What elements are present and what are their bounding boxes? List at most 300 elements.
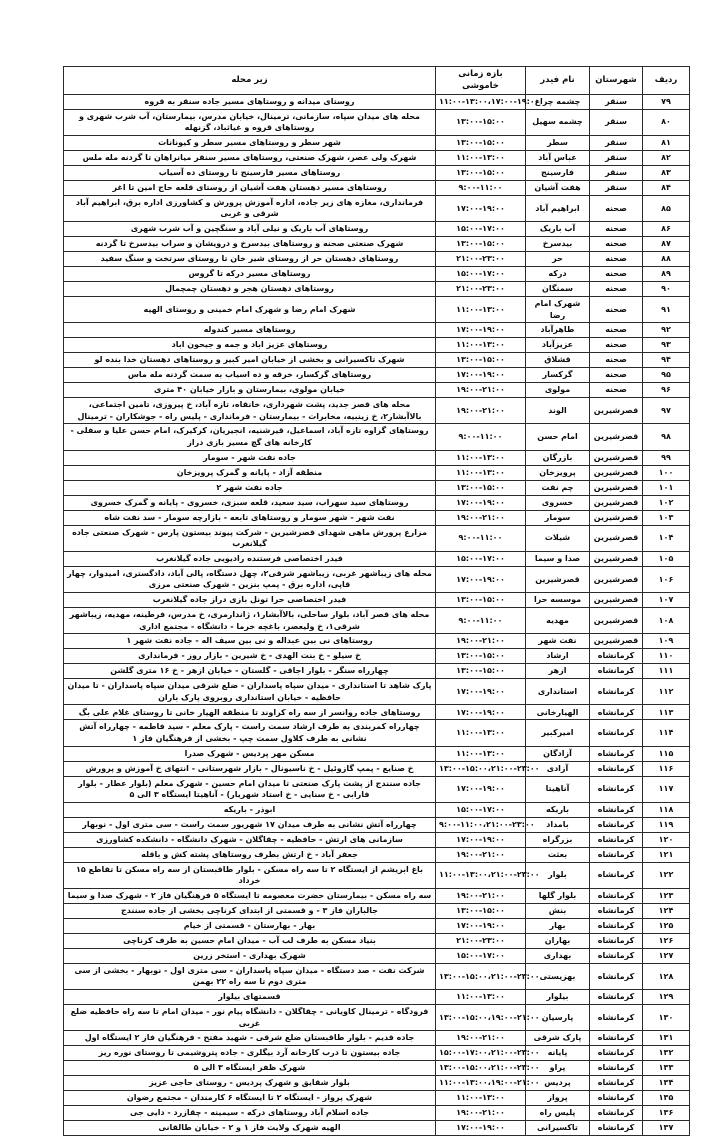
row-number-cell: ۱۱۶	[643, 761, 690, 776]
county-cell: قصرشیرین	[590, 607, 643, 633]
table-row	[64, 566, 690, 592]
county-cell: کرمانشاه	[590, 1076, 643, 1091]
time-cell: ۱۷:۰۰-۱۹:۰۰	[436, 195, 526, 221]
time-cell: ۱۱:۰۰-۱۳:۰۰	[436, 338, 526, 353]
time-cell: ۱۱:۰۰-۱۳:۰۰	[436, 465, 526, 480]
time-cell: ۱۵:۰۰-۱۷:۰۰	[436, 267, 526, 282]
feeder-cell: چم نفت	[526, 480, 590, 495]
time-cell: ۱۳:۰۰-۱۵:۰۰	[436, 135, 526, 150]
sub-area-cell: چهارراه سنگر - بلوار اجاقی - گلستان - خیابان ازهر - خ ۱۶ متری گلشن	[64, 664, 436, 679]
time-cell: ۱۱:۰۰-۱۳:۰۰	[436, 1091, 526, 1106]
county-cell: کرمانشاه	[590, 776, 643, 802]
outage-schedule-table	[63, 66, 690, 1136]
row-number-cell: ۸۳	[643, 165, 690, 180]
table-row	[64, 664, 690, 679]
row-number-cell: ۱۱۵	[643, 746, 690, 761]
table-row	[64, 297, 690, 323]
header-row-number: ردیف	[643, 67, 690, 95]
county-cell: کرمانشاه	[590, 933, 643, 948]
table-row	[64, 237, 690, 252]
sub-area-cell: مزارع پرورش ماهی شهدای قصرشیرین - شرکت پیوند بیستون پارس - شهرک صنعتی جاده گیلانغرب	[64, 525, 436, 551]
row-number-cell: ۱۲۳	[643, 888, 690, 903]
county-cell: کرمانشاه	[590, 649, 643, 664]
row-number-cell: ۱۱۴	[643, 720, 690, 746]
table-row	[64, 1121, 690, 1136]
feeder-cell: مولوی	[526, 383, 590, 398]
feeder-cell: خسروی	[526, 495, 590, 510]
sub-area-cell: شرکت نفت - صد دستگاه - میدان سپاه پاسداران - سی متری اول - نوبهار - بخشی از سی متری دوم تا سه راه ۲۲ بهمن	[64, 963, 436, 989]
time-cell: ۱۱:۰۰-۱۳:۰۰	[436, 450, 526, 465]
feeder-cell: شیلات	[526, 525, 590, 551]
table-row	[64, 888, 690, 903]
time-cell: ۱۳:۰۰-۱۵:۰۰،۲۱:۰۰-۲۳:۰۰	[436, 963, 526, 989]
sub-area-cell: شهرک صنعتی صحنه و روستاهای بیدسرخ و درویشان و سراب بیدسرخ تا گردنه	[64, 237, 436, 252]
table-row	[64, 525, 690, 551]
time-cell: ۱۱:۰۰-۱۳:۰۰،۱۹:۰۰-۲۱:۰۰	[436, 1076, 526, 1091]
row-number-cell: ۸۹	[643, 267, 690, 282]
time-cell: ۱۳:۰۰-۱۵:۰۰	[436, 649, 526, 664]
feeder-cell: پارک شرقی	[526, 1031, 590, 1046]
sub-area-cell: محله های زیباشهر غربی، زیباشهر شرقی۲، چهل دستگاه، پالی آباد، دادگستری، امیدوار، چهار قاپی، اداره برق - پمپ بنزین - شهرک صنعتی مرزی	[64, 566, 436, 592]
row-number-cell: ۱۲۱	[643, 847, 690, 862]
table-row	[64, 252, 690, 267]
time-cell: ۱۳:۰۰-۱۵:۰۰	[436, 664, 526, 679]
time-cell: ۱۳:۰۰-۱۵:۰۰	[436, 109, 526, 135]
feeder-cell: آزادی	[526, 761, 590, 776]
table-row	[64, 1076, 690, 1091]
time-cell: ۱۳:۰۰-۱۵:۰۰	[436, 480, 526, 495]
time-cell: ۹:۰۰-۱۱:۰۰،۲۱:۰۰-۲۳:۰۰	[436, 817, 526, 832]
row-number-cell: ۹۱	[643, 297, 690, 323]
county-cell: صحنه	[590, 195, 643, 221]
time-cell: ۱۳:۰۰-۱۵:۰۰	[436, 903, 526, 918]
county-cell: صحنه	[590, 252, 643, 267]
time-cell: ۱۵:۰۰-۱۷:۰۰	[436, 948, 526, 963]
county-cell: کرمانشاه	[590, 1091, 643, 1106]
row-number-cell: ۱۱۰	[643, 649, 690, 664]
sub-area-cell: چهارراه آتش نشانی به طرف میدان ۱۷ شهریور سمت راست - سی متری اول - نوبهار	[64, 817, 436, 832]
county-cell: صحنه	[590, 282, 643, 297]
feeder-cell: باریکه	[526, 802, 590, 817]
table-row	[64, 679, 690, 705]
feeder-cell: بنش	[526, 903, 590, 918]
time-cell: ۱۳:۰۰-۱۵:۰۰،۲۱:۰۰-۲۳:۰۰	[436, 1061, 526, 1076]
time-cell: ۱۱:۰۰-۱۳:۰۰	[436, 150, 526, 165]
county-cell: کرمانشاه	[590, 1106, 643, 1121]
time-cell: ۱۷:۰۰-۱۹:۰۰	[436, 1121, 526, 1136]
time-cell: ۱۳:۰۰-۱۵:۰۰	[436, 353, 526, 368]
feeder-cell: قصرشیرین	[526, 566, 590, 592]
feeder-cell: سمنگان	[526, 282, 590, 297]
sub-area-cell: ابوذر - باریکه	[64, 802, 436, 817]
row-number-cell: ۱۰۷	[643, 592, 690, 607]
table-row	[64, 180, 690, 195]
sub-area-cell: روستاهای گراوه تازه آباد، اسماعیل، قیرشنیه، انجیریان، کرکیرک، امام حسن علیا و سفلی - کارخانه های گچ مسیر بازی دراز	[64, 424, 436, 450]
sub-area-cell: شهرک ظفر ایستگاه ۳ الی ۵	[64, 1061, 436, 1076]
county-cell: صحنه	[590, 237, 643, 252]
sub-area-cell: روستاهای مسیر کندوله	[64, 323, 436, 338]
county-cell: کرمانشاه	[590, 746, 643, 761]
time-cell: ۱۱:۰۰-۱۳:۰۰	[436, 720, 526, 746]
county-cell: صحنه	[590, 323, 643, 338]
county-cell: کرمانشاه	[590, 1046, 643, 1061]
sub-area-cell: جعفر آباد - خ ارتش بطرف روستاهای پشته کش و باقله	[64, 847, 436, 862]
county-cell: کرمانشاه	[590, 761, 643, 776]
sub-area-cell: بهار - بهارستان - قسمتی از خیام	[64, 918, 436, 933]
table-row	[64, 267, 690, 282]
county-cell: سنقر	[590, 109, 643, 135]
table-row	[64, 109, 690, 135]
time-cell: ۱۷:۰۰-۱۹:۰۰	[436, 679, 526, 705]
feeder-cell: بهاران	[526, 933, 590, 948]
time-cell: ۱۷:۰۰-۱۹:۰۰	[436, 832, 526, 847]
sub-area-cell: روستاهای نی بین عبداله و نی بین سیف اله - جاده نفت شهر ۱	[64, 634, 436, 649]
feeder-cell: آناهیتا	[526, 776, 590, 802]
table-row	[64, 195, 690, 221]
row-number-cell: ۹۴	[643, 353, 690, 368]
sub-area-cell: بلوار شقایق و شهرک پردیس - روستای حاجی عزیز	[64, 1076, 436, 1091]
row-number-cell: ۱۳۷	[643, 1121, 690, 1136]
table-row	[64, 1046, 690, 1061]
feeder-cell: درکه	[526, 267, 590, 282]
table-row	[64, 746, 690, 761]
table-row	[64, 338, 690, 353]
table-row	[64, 495, 690, 510]
table-row	[64, 862, 690, 888]
row-number-cell: ۱۱۱	[643, 664, 690, 679]
row-number-cell: ۹۹	[643, 450, 690, 465]
time-cell: ۱۱:۰۰-۱۳:۰۰،۲۱:۰۰-۲۳:۰۰	[436, 862, 526, 888]
row-number-cell: ۸۷	[643, 237, 690, 252]
table-row	[64, 510, 690, 525]
county-cell: قصرشیرین	[590, 525, 643, 551]
feeder-cell: چشمه چراغ	[526, 94, 590, 109]
time-cell: ۹:۰۰-۱۱:۰۰	[436, 607, 526, 633]
row-number-cell: ۱۰۵	[643, 551, 690, 566]
row-number-cell: ۱۱۲	[643, 679, 690, 705]
feeder-cell: طاهرآباد	[526, 323, 590, 338]
table-row	[64, 933, 690, 948]
county-cell: کرمانشاه	[590, 847, 643, 862]
county-cell: کرمانشاه	[590, 802, 643, 817]
county-cell: قصرشیرین	[590, 480, 643, 495]
row-number-cell: ۱۲۲	[643, 862, 690, 888]
time-cell: ۱۱:۰۰-۱۳:۰۰،۱۷:۰۰-۱۹:۰۰	[436, 94, 526, 109]
sub-area-cell: روستاهای مسیر درکه تا گروس	[64, 267, 436, 282]
feeder-cell: بازرگان	[526, 450, 590, 465]
table-row	[64, 948, 690, 963]
time-cell: ۱۱:۰۰-۱۳:۰۰	[436, 746, 526, 761]
feeder-cell: پارسیان	[526, 1005, 590, 1031]
sub-area-cell: فیدر اختصاصی حرا تونل بازی دراز جاده گیلانغرب	[64, 592, 436, 607]
county-cell: قصرشیرین	[590, 551, 643, 566]
feeder-cell: سومار	[526, 510, 590, 525]
feeder-cell: بلوار گلها	[526, 888, 590, 903]
sub-area-cell: الهیه شهرک ولایت فاز ۱ و ۲ - خیابان طالقانی	[64, 1121, 436, 1136]
county-cell: کرمانشاه	[590, 918, 643, 933]
sub-area-cell: سازمانی های ارتش - حافظیه - چقاگلان - شهرک دانشگاه - دانشکده کشاورزی	[64, 832, 436, 847]
county-cell: قصرشیرین	[590, 398, 643, 424]
time-cell: ۱۷:۰۰-۱۹:۰۰	[436, 323, 526, 338]
time-cell: ۱۵:۰۰-۱۷:۰۰	[436, 222, 526, 237]
feeder-cell: ابراهیم آباد	[526, 195, 590, 221]
county-cell: قصرشیرین	[590, 634, 643, 649]
header-row	[64, 67, 690, 95]
sub-area-cell: جالباران فاز ۳ - و قسمتی از ابتدای کرناچی بخشی از جاده سنندج	[64, 903, 436, 918]
header-sub-area: زیر محله	[64, 67, 436, 95]
county-cell: کرمانشاه	[590, 832, 643, 847]
sub-area-cell: محله های میدان سپاه، سازمانی، ترمینال، خیابان مدرس، بیمارستان، آب شرب شهری و روستاهای قروه و غیاثباد، گزنهله	[64, 109, 436, 135]
row-number-cell: ۱۲۶	[643, 933, 690, 948]
county-cell: کرمانشاه	[590, 888, 643, 903]
table-row	[64, 135, 690, 150]
row-number-cell: ۱۲۵	[643, 918, 690, 933]
feeder-cell: امام حسن	[526, 424, 590, 450]
table-row	[64, 150, 690, 165]
table-row	[64, 222, 690, 237]
table-row	[64, 353, 690, 368]
feeder-cell: بهداری	[526, 948, 590, 963]
time-cell: ۱۹:۰۰-۲۱:۰۰	[436, 383, 526, 398]
feeder-cell: امیرکبیر	[526, 720, 590, 746]
feeder-cell: بلوار	[526, 862, 590, 888]
table-row	[64, 761, 690, 776]
time-cell: ۱۷:۰۰-۱۹:۰۰	[436, 918, 526, 933]
sub-area-cell: فرمانداری، مغازه های زیر جاده، اداره آموزش پرورش و کشاورزی اداره برق، ابراهیم آباد شرقی و غربی	[64, 195, 436, 221]
document-page	[63, 66, 690, 1136]
sub-area-cell: سه راه مسکن - بیمارستان حضرت معصومه تا ایستگاه ۵ فرهنگیان فاز ۲ - شهرک صدا و سیما	[64, 888, 436, 903]
feeder-cell: الوند	[526, 398, 590, 424]
sub-area-cell: باغ ابریشم از ایستگاه ۲ تا سه راه مسکن - بلوار طاقبستان از سه راه مسکن تا تقاطع ۱۵ خرداد	[64, 862, 436, 888]
time-cell: ۱۷:۰۰-۱۹:۰۰	[436, 776, 526, 802]
table-row	[64, 776, 690, 802]
row-number-cell: ۸۰	[643, 109, 690, 135]
row-number-cell: ۹۲	[643, 323, 690, 338]
time-cell: ۲۱:۰۰-۲۳:۰۰	[436, 933, 526, 948]
county-cell: قصرشیرین	[590, 566, 643, 592]
time-cell: ۱۹:۰۰-۲۱:۰۰	[436, 510, 526, 525]
feeder-cell: عباس آباد	[526, 150, 590, 165]
feeder-cell: شهرک امام رضا	[526, 297, 590, 323]
sub-area-cell: فیدر اختصاصی فرستنده رادیویی جاده گیلانغرب	[64, 551, 436, 566]
row-number-cell: ۱۱۹	[643, 817, 690, 832]
county-cell: کرمانشاه	[590, 948, 643, 963]
row-number-cell: ۱۱۷	[643, 776, 690, 802]
feeder-cell: گرکسار	[526, 368, 590, 383]
table-row	[64, 383, 690, 398]
sub-area-cell: خ سیلو - خ بنت الهدی - خ شیرین - بازار روز - فرمانداری	[64, 649, 436, 664]
county-cell: قصرشیرین	[590, 510, 643, 525]
table-row	[64, 592, 690, 607]
sub-area-cell: جاده بیستون تا درب کارخانه آرد بیگلری - جاده پتروشیمی تا روستای نوره ریز	[64, 1046, 436, 1061]
row-number-cell: ۸۱	[643, 135, 690, 150]
feeder-cell: چشمه سهیل	[526, 109, 590, 135]
row-number-cell: ۱۱۸	[643, 802, 690, 817]
feeder-cell: بهار	[526, 918, 590, 933]
feeder-cell: الهیارخانی	[526, 705, 590, 720]
county-cell: کرمانشاه	[590, 664, 643, 679]
time-cell: ۱۹:۰۰-۲۱:۰۰	[436, 1031, 526, 1046]
row-number-cell: ۱۳۴	[643, 1076, 690, 1091]
row-number-cell: ۱۳۵	[643, 1091, 690, 1106]
county-cell: کرمانشاه	[590, 1061, 643, 1076]
sub-area-cell: جاده قدیم - بلوار طاقبستان ضلع شرقی - شهید مفتح - فرهنگیان فاز ۲ ایستگاه اول	[64, 1031, 436, 1046]
county-cell: کرمانشاه	[590, 1121, 643, 1136]
sub-area-cell: شهرک بهداری - استخر زرین	[64, 948, 436, 963]
county-cell: کرمانشاه	[590, 817, 643, 832]
sub-area-cell: روستاهای جاده روانسر از سه راه کراوند تا منطقه الهیار خانی تا روستای غلام علی بگ	[64, 705, 436, 720]
table-row	[64, 282, 690, 297]
table-row	[64, 368, 690, 383]
row-number-cell: ۱۱۳	[643, 705, 690, 720]
time-cell: ۱۹:۰۰-۲۱:۰۰	[436, 634, 526, 649]
sub-area-cell: مسکن مهر پردیس - شهرک صدرا	[64, 746, 436, 761]
row-number-cell: ۱۳۱	[643, 1031, 690, 1046]
sub-area-cell: روستاهای دهستان هجر و دهستان چمچمال	[64, 282, 436, 297]
table-row	[64, 398, 690, 424]
feeder-cell: هفت آشیان	[526, 180, 590, 195]
county-cell: کرمانشاه	[590, 903, 643, 918]
time-cell: ۱۹:۰۰-۲۱:۰۰	[436, 1106, 526, 1121]
table-row	[64, 465, 690, 480]
time-cell: ۹:۰۰-۱۱:۰۰	[436, 180, 526, 195]
row-number-cell: ۷۹	[643, 94, 690, 109]
feeder-cell: ازهر	[526, 664, 590, 679]
sub-area-cell: بنیاد مسکن به طرف لب آب - میدان امام حسین به طرف کرناچی	[64, 933, 436, 948]
time-cell: ۱۷:۰۰-۱۹:۰۰	[436, 495, 526, 510]
table-row	[64, 634, 690, 649]
feeder-cell: پایانه	[526, 1046, 590, 1061]
header-feeder: نام فیدر	[526, 67, 590, 95]
table-row	[64, 1091, 690, 1106]
sub-area-cell: خیابان مولوی، بیمارستان و بازار خیابان ۴۰ متری	[64, 383, 436, 398]
time-cell: ۱۹:۰۰-۲۱:۰۰	[436, 847, 526, 862]
sub-area-cell: نفت شهر - شهر سومار و روستاهای تابعه - بازارچه سومار - سد نفت شاه	[64, 510, 436, 525]
sub-area-cell: شهرک ولی عصر، شهرک صنعتی، روستاهای مسیر سنقر میانراهان تا گردنه مله ملس	[64, 150, 436, 165]
time-cell: ۱۳:۰۰-۱۵:۰۰	[436, 165, 526, 180]
county-cell: کرمانشاه	[590, 1031, 643, 1046]
feeder-cell: ارشاد	[526, 649, 590, 664]
table-row	[64, 705, 690, 720]
feeder-cell: بیدسرخ	[526, 237, 590, 252]
county-cell: سنقر	[590, 165, 643, 180]
feeder-cell: پلیس راه	[526, 1106, 590, 1121]
county-cell: سنقر	[590, 135, 643, 150]
sub-area-cell: روستاهای گرکسار، خرقه و ده اسیاب به سمت گردنه مله ماس	[64, 368, 436, 383]
county-cell: کرمانشاه	[590, 990, 643, 1005]
county-cell: قصرشیرین	[590, 424, 643, 450]
county-cell: کرمانشاه	[590, 1005, 643, 1031]
time-cell: ۲۱:۰۰-۲۳:۰۰	[436, 252, 526, 267]
time-cell: ۱۳:۰۰-۱۵:۰۰،۱۹:۰۰-۲۱:۰۰	[436, 1005, 526, 1031]
county-cell: کرمانشاه	[590, 720, 643, 746]
sub-area-cell: روستاهای مسیر فارسینج تا روستای ده آسیاب	[64, 165, 436, 180]
county-cell: سنقر	[590, 150, 643, 165]
time-cell: ۱۵:۰۰-۱۷:۰۰	[436, 551, 526, 566]
row-number-cell: ۱۰۰	[643, 465, 690, 480]
feeder-cell: بزرگراه	[526, 832, 590, 847]
feeder-cell: قشلاق	[526, 353, 590, 368]
row-number-cell: ۱۳۰	[643, 1005, 690, 1031]
table-row	[64, 963, 690, 989]
county-cell: صحنه	[590, 267, 643, 282]
feeder-cell: بامداد	[526, 817, 590, 832]
time-cell: ۲۱:۰۰-۲۳:۰۰	[436, 282, 526, 297]
row-number-cell: ۱۳۶	[643, 1106, 690, 1121]
time-cell: ۱۱:۰۰-۱۳:۰۰	[436, 297, 526, 323]
table-row	[64, 1106, 690, 1121]
county-cell: کرمانشاه	[590, 705, 643, 720]
time-cell: ۱۷:۰۰-۱۹:۰۰	[436, 368, 526, 383]
county-cell: صحنه	[590, 297, 643, 323]
row-number-cell: ۹۷	[643, 398, 690, 424]
feeder-cell: موسسه حرا	[526, 592, 590, 607]
row-number-cell: ۱۰۶	[643, 566, 690, 592]
feeder-cell: بهزیستی	[526, 963, 590, 989]
feeder-cell: آب باریک	[526, 222, 590, 237]
county-cell: کرمانشاه	[590, 679, 643, 705]
table-row	[64, 1005, 690, 1031]
table-row	[64, 480, 690, 495]
table-row	[64, 551, 690, 566]
county-cell: صحنه	[590, 222, 643, 237]
table-row	[64, 607, 690, 633]
row-number-cell: ۱۰۲	[643, 495, 690, 510]
table-row	[64, 424, 690, 450]
feeder-cell: پراو	[526, 1061, 590, 1076]
sub-area-cell: جاده نفت شهر - سومار	[64, 450, 436, 465]
time-cell: ۱۷:۰۰-۱۹:۰۰	[436, 566, 526, 592]
row-number-cell: ۱۰۸	[643, 607, 690, 633]
time-cell: ۱۷:۰۰-۱۹:۰۰	[436, 705, 526, 720]
county-cell: کرمانشاه	[590, 862, 643, 888]
row-number-cell: ۱۲۷	[643, 948, 690, 963]
row-number-cell: ۸۶	[643, 222, 690, 237]
sub-area-cell: منطقه آزاد - پایانه و گمرک پرویزخان	[64, 465, 436, 480]
feeder-cell: عزیزآباد	[526, 338, 590, 353]
table-row	[64, 165, 690, 180]
feeder-cell: بعثت	[526, 847, 590, 862]
row-number-cell: ۱۰۴	[643, 525, 690, 551]
time-cell: ۱۱:۰۰-۱۳:۰۰	[436, 990, 526, 1005]
time-cell: ۱۳:۰۰-۱۵:۰۰	[436, 237, 526, 252]
sub-area-cell: روستاهای آب باریک و نیلی آباد و سنگچین و آب شرب شهری	[64, 222, 436, 237]
table-row	[64, 323, 690, 338]
row-number-cell: ۸۲	[643, 150, 690, 165]
sub-area-cell: روستای میدانه و روستاهای مسیر جاده سنقر به قروه	[64, 94, 436, 109]
sub-area-cell: جاده اسلام آباد روستاهای درکه - سیمینه - چقازرد - دایی جی	[64, 1106, 436, 1121]
sub-area-cell: شهرک پرواز - ایستگاه ۲ تا ایستگاه ۶ کارمندان - مجتمع رضوان	[64, 1091, 436, 1106]
county-cell: صحنه	[590, 353, 643, 368]
time-cell: ۱۵:۰۰-۱۷:۰۰،۲۱:۰۰-۲۳:۰۰	[436, 1046, 526, 1061]
outage-table-body	[64, 94, 690, 1136]
table-row	[64, 847, 690, 862]
row-number-cell: ۹۳	[643, 338, 690, 353]
sub-area-cell: جاده نفت شهر ۲	[64, 480, 436, 495]
table-row	[64, 94, 690, 109]
row-number-cell: ۱۲۰	[643, 832, 690, 847]
feeder-cell: پرویزخان	[526, 465, 590, 480]
table-row	[64, 832, 690, 847]
county-cell: قصرشیرین	[590, 495, 643, 510]
sub-area-cell: پارک شاهد تا استانداری - میدان سپاه پاسداران - ضلع شرقی میدان سپاه پاسداران - تا میدان حافظیه - خیابان استانداری روبروی پارک باران	[64, 679, 436, 705]
feeder-cell: تاکسیرانی	[526, 1121, 590, 1136]
feeder-cell: بیلوار	[526, 990, 590, 1005]
table-header	[64, 67, 690, 95]
row-number-cell: ۱۳۲	[643, 1046, 690, 1061]
header-county: شهرستان	[590, 67, 643, 95]
feeder-cell: پرواز	[526, 1091, 590, 1106]
